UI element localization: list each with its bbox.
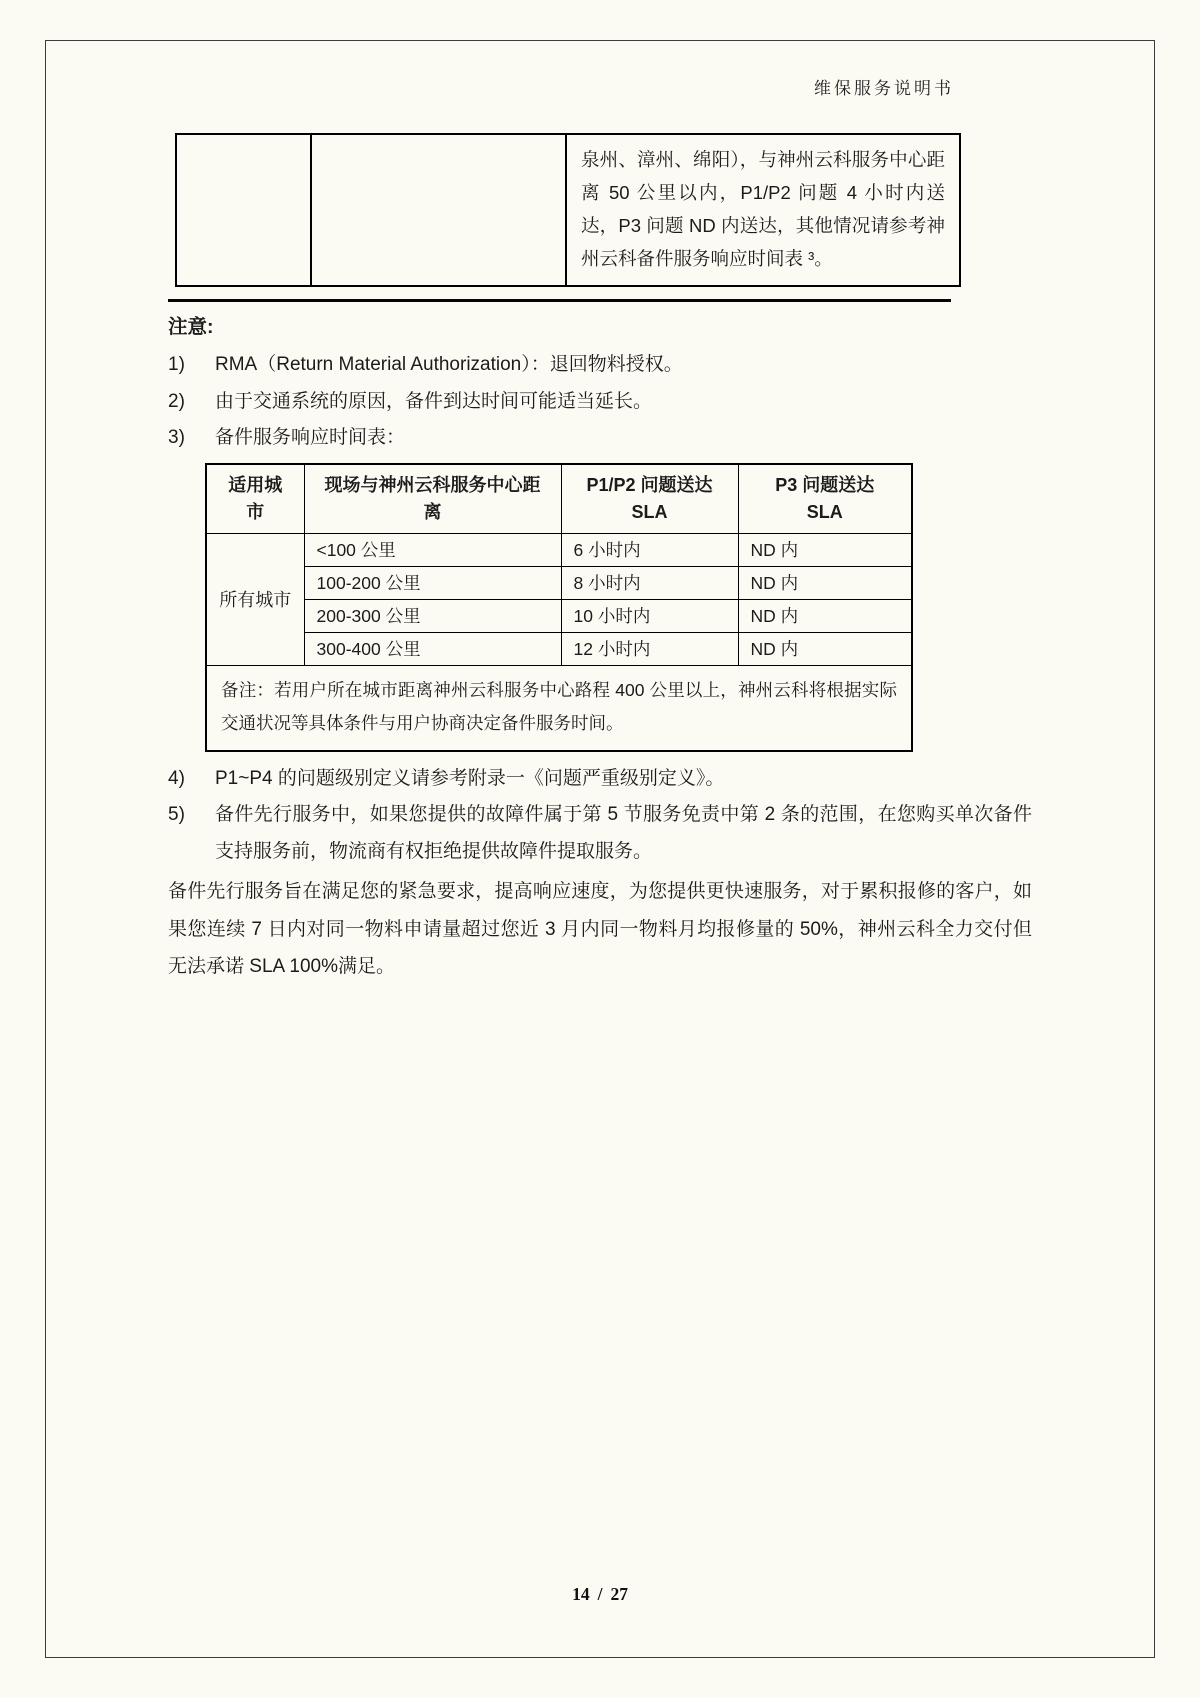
sla-cell-p12: 10 小时内 — [561, 599, 738, 632]
closing-paragraph: 备件先行服务旨在满足您的紧急要求，提高响应速度，为您提供更快速服务，对于累积报修的客户，如果您连续 7 日内对同一物料申请量超过您近 3 月内同一物料月均报修量的 50%，神州云科全力交付但无法承诺 SLA 100%满足。 — [168, 881, 1032, 977]
note-item-number: 2) — [168, 390, 185, 412]
carryover-cell-empty-1 — [176, 134, 311, 286]
sla-header-city: 适用城市 — [206, 464, 304, 534]
sla-header-p3: P3 问题送达 SLA — [738, 464, 912, 534]
sla-cell-distance: 300-400 公里 — [304, 632, 561, 665]
note-item-1 — [168, 347, 1032, 384]
note-item-number: 5) — [168, 804, 185, 825]
note-item-number: 1) — [168, 354, 185, 375]
page-number-current: 14 — [572, 1584, 590, 1604]
note-item-number: 3) — [168, 427, 185, 448]
carryover-table — [175, 133, 961, 287]
sla-cell-distance: 200-300 公里 — [304, 599, 561, 632]
section-divider-rule — [168, 299, 951, 302]
sla-header-distance: 现场与神州云科服务中心距离 — [304, 464, 561, 534]
carryover-cell-text: 泉州、漳州、绵阳），与神州云科服务中心距离 50 公里以内，P1/P2 问题 4 小时内送达，P3 问题 ND 内送达，其他情况请参考神州云科备件服务响应时间表 ³。 — [566, 134, 960, 286]
sla-note-row — [206, 665, 912, 751]
sla-cell-p3: ND 内 — [738, 533, 912, 566]
sla-cell-p3: ND 内 — [738, 632, 912, 665]
carryover-table-row — [176, 134, 960, 286]
note-item-text: 备件先行服务中，如果您提供的故障件属于第 5 节服务免责中第 2 条的范围，在您购买单次备件支持服务前，物流商有权拒绝提供故障件提取服务。 — [215, 804, 1032, 862]
sla-cell-p12: 12 小时内 — [561, 632, 738, 665]
sla-group-label: 所有城市 — [206, 533, 304, 665]
note-item-text: P1~P4 的问题级别定义请参考附录一《问题严重级别定义》。 — [215, 767, 725, 789]
notes-heading: 注意: — [168, 316, 214, 338]
notes-section — [168, 347, 1032, 986]
sla-note-text: 备注：若用户所在城市距离神州云科服务中心路程 400 公里以上，神州云科将根据实际交通状况等具体条件与用户协商决定备件服务时间。 — [206, 665, 912, 751]
sla-header-p12: P1/P2 问题送达 SLA — [561, 464, 738, 534]
sla-cell-p3: ND 内 — [738, 599, 912, 632]
note-item-4 — [168, 761, 1032, 798]
sla-row — [206, 599, 912, 632]
sla-cell-p3: ND 内 — [738, 566, 912, 599]
page-number-separator: / — [597, 1584, 603, 1604]
sla-row — [206, 566, 912, 599]
note-item-2 — [168, 384, 1032, 421]
carryover-cell-empty-2 — [311, 134, 566, 286]
sla-response-table — [205, 463, 913, 752]
sla-cell-distance: <100 公里 — [304, 533, 561, 566]
note-item-text: 备件服务响应时间表： — [215, 427, 406, 448]
note-item-5 — [168, 797, 1032, 870]
sla-cell-distance: 100-200 公里 — [304, 566, 561, 599]
note-item-text: RMA（Return Material Authorization）：退回物料授权。 — [215, 354, 683, 375]
sla-header-row — [206, 464, 912, 534]
note-item-number: 4) — [168, 767, 185, 789]
sla-cell-p12: 8 小时内 — [561, 566, 738, 599]
doc-header-title: 维保服务说明书 — [814, 79, 954, 98]
sla-row — [206, 632, 912, 665]
note-item-text: 由于交通系统的原因，备件到达时间可能适当延长。 — [215, 390, 653, 412]
page-footer — [0, 1584, 1200, 1605]
sla-cell-p12: 6 小时内 — [561, 533, 738, 566]
note-item-3 — [168, 420, 1032, 457]
sla-row — [206, 533, 912, 566]
page-number-total: 27 — [610, 1584, 628, 1604]
